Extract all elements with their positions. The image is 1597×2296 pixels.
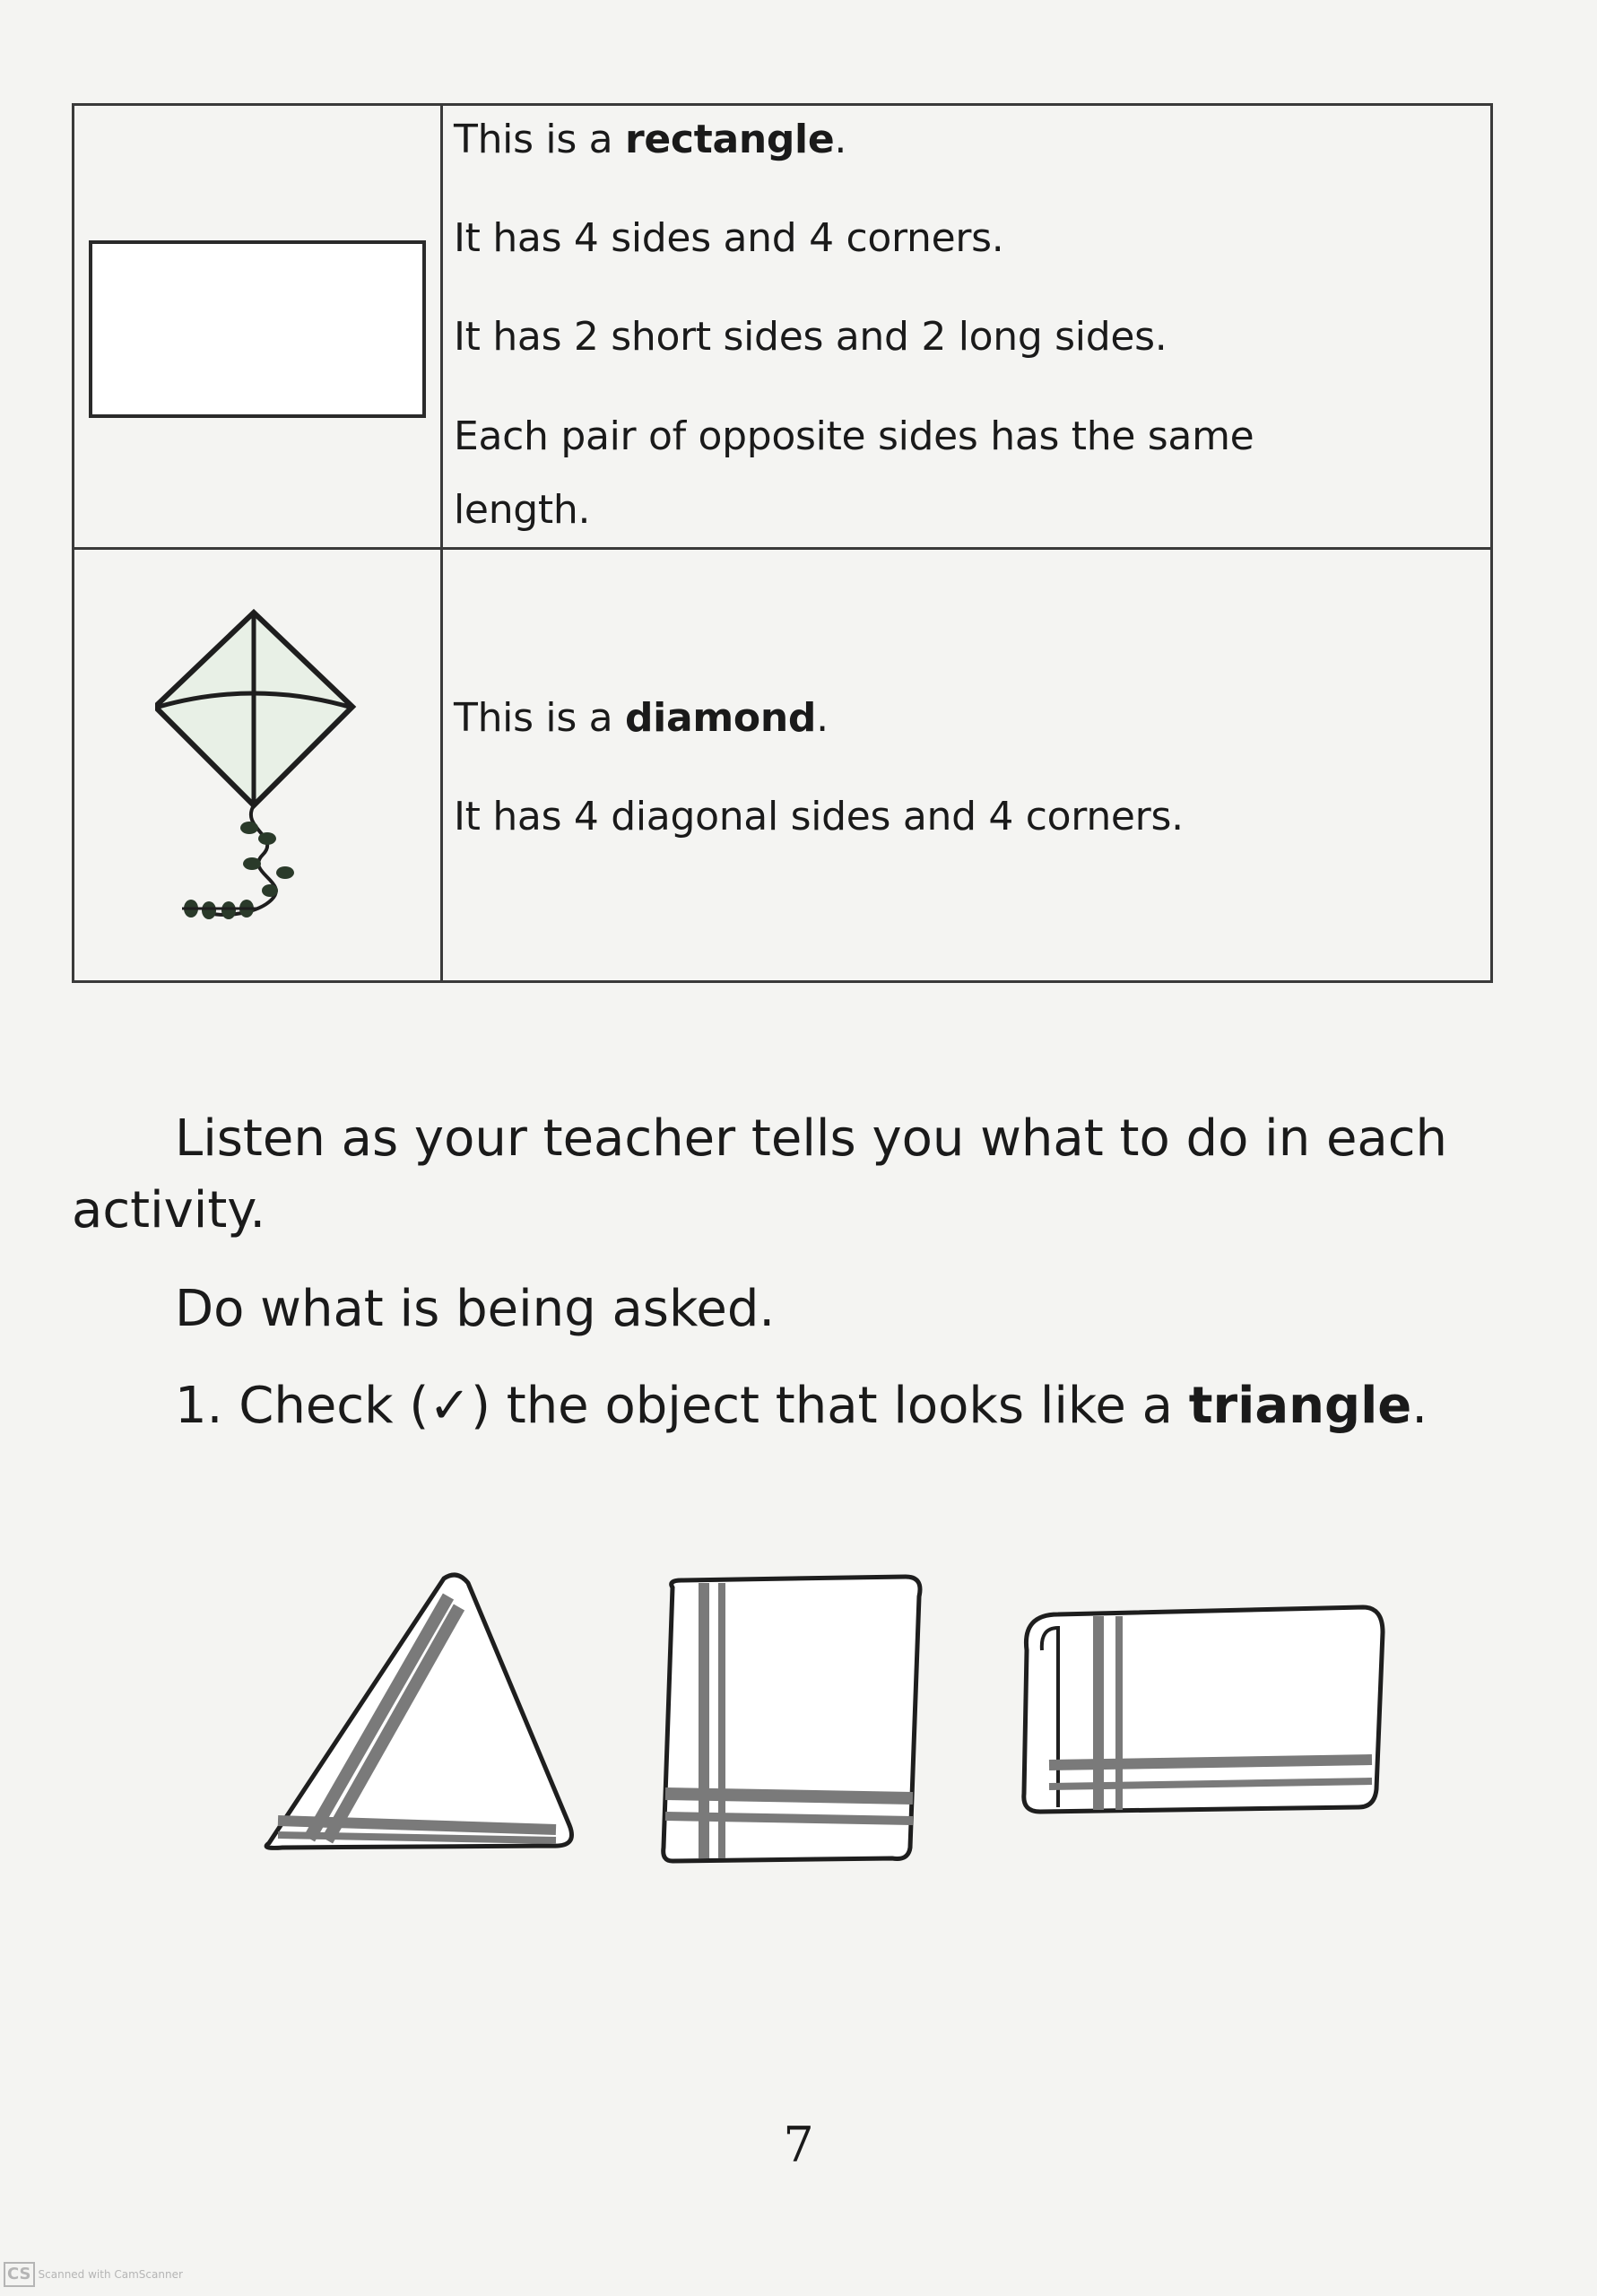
object-choices — [260, 1552, 1426, 1874]
rectangle-line-1: This is a rectangle. — [454, 117, 847, 162]
diamond-picture-cell — [74, 549, 442, 982]
rectangle-line-3: It has 2 short sides and 2 long sides. — [454, 314, 1167, 360]
square-cloth-icon[interactable] — [664, 1577, 920, 1861]
scanner-text: Scanned with CamScanner — [38, 2268, 183, 2281]
rectangle-picture-cell — [74, 105, 442, 549]
item-number: 1. — [175, 1377, 223, 1435]
rectangle-term: rectangle — [624, 117, 835, 162]
scanner-watermark — [4, 2262, 183, 2287]
diamond-term: diamond — [624, 695, 817, 741]
rectangle-row — [74, 105, 1492, 549]
rectangle-line-2: It has 4 sides and 4 corners. — [454, 215, 1004, 261]
page-number: 7 — [783, 2117, 814, 2173]
rectangle-shape-image — [89, 240, 426, 418]
diamond-line-2: It has 4 diagonal sides and 4 corners. — [454, 794, 1184, 839]
rectangle-description-cell — [442, 105, 1492, 549]
rectangle-cloth-icon[interactable] — [1024, 1607, 1383, 1812]
kite-icon — [155, 604, 361, 926]
activity-instructions — [72, 1103, 1471, 1442]
camscanner-logo-icon: CS — [4, 2262, 35, 2287]
rectangle-line-4: Each pair of opposite sides has the same length. — [454, 413, 1254, 533]
instruction-paragraph-2: Do what is being asked. — [175, 1280, 776, 1338]
triangle-cloth-icon[interactable] — [266, 1575, 571, 1848]
diamond-row — [74, 549, 1492, 982]
instruction-paragraph-1: Listen as your teacher tells you what to do in each activity. — [72, 1109, 1448, 1239]
diamond-line-1: This is a diamond. — [454, 695, 829, 741]
shapes-table — [72, 103, 1493, 983]
diamond-description-cell — [442, 549, 1492, 982]
activity-item-1: 1. Check (✓) the object that looks like a triangle. — [175, 1377, 1428, 1435]
triangle-term: triangle — [1188, 1377, 1412, 1435]
